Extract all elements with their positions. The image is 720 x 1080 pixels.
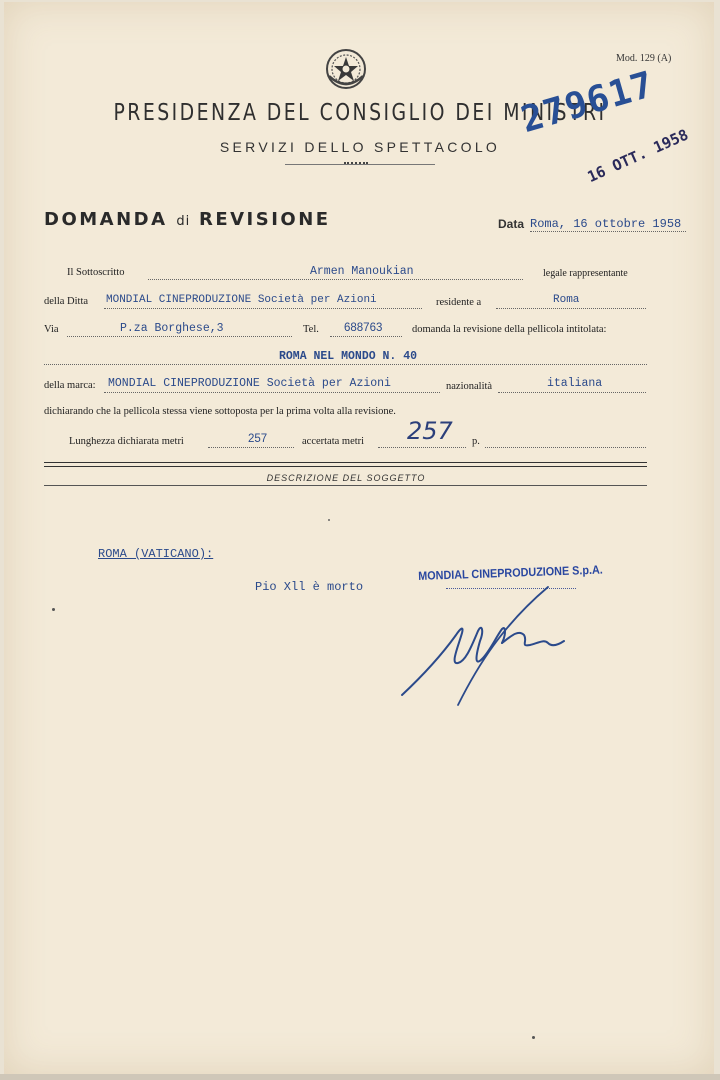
form-heading-di: di [176, 214, 191, 229]
domanda-text: domanda la revisione della pellicola intitolata: [412, 324, 607, 335]
residente-value: Roma [553, 294, 580, 306]
sottoscritto-label: Il Sottoscritto [67, 267, 125, 278]
handwritten-signature-icon [398, 585, 573, 710]
p-label: p. [472, 436, 480, 447]
via-label: Via [44, 324, 59, 335]
form-heading-end: REVISIONE [198, 209, 331, 230]
lunghezza-label: Lunghezza dichiarata metri [69, 436, 184, 447]
protocol-number-stamp: 279617 [516, 64, 659, 141]
accertata-dotted-line [378, 447, 466, 448]
form-heading-main: DOMANDA [44, 209, 168, 230]
paper-speck [532, 1036, 535, 1039]
section-rule-bottom [44, 485, 647, 486]
residente-dotted-line [496, 308, 646, 309]
tel-value: 688763 [344, 322, 383, 334]
section-rule-top [44, 462, 647, 463]
nazionalita-dotted-line [498, 392, 646, 393]
subtitle-rule-ornament [344, 162, 368, 164]
received-date-stamp: 16 OTT. 1958 [584, 125, 692, 186]
lunghezza-value: 257 [248, 433, 268, 445]
dichiarando-text: dichiarando che la pellicola stessa viene sottoposta per la prima volta alla revisione. [44, 406, 396, 417]
marca-label: della marca: [44, 380, 96, 391]
date-label: Data [498, 217, 525, 231]
tel-label: Tel. [303, 324, 319, 335]
descrizione-section-title: ROMA (VATICANO): [98, 547, 214, 561]
ditta-label: della Ditta [44, 296, 89, 307]
paper-speck [328, 519, 330, 521]
marca-value: MONDIAL CINEPRODUZIONE Società per Azioni [108, 377, 391, 390]
tel-dotted-line [330, 336, 402, 337]
section-rule-top-2 [44, 466, 647, 467]
ditta-value: MONDIAL CINEPRODUZIONE Società per Azioni [106, 294, 377, 306]
italian-republic-emblem-icon [323, 46, 369, 92]
form-heading [44, 209, 331, 230]
page-edge [0, 1074, 720, 1080]
accertata-label: accertata metri [302, 436, 365, 447]
p-dotted-line [485, 447, 646, 448]
sottoscritto-dotted-line [148, 279, 523, 280]
ditta-dotted-line [104, 308, 422, 309]
form-code: Mod. 129 (A) [616, 53, 672, 64]
paper-speck [52, 608, 55, 611]
film-title-dotted-line [44, 364, 647, 365]
ministry-title: PRESIDENZA DEL CONSIGLIO DEI MINISTRI [113, 100, 607, 126]
residente-label: residente a [436, 297, 482, 308]
lunghezza-dotted-line [208, 447, 294, 448]
via-value: P.za Borghese,3 [120, 322, 224, 335]
descrizione-body: Pio Xll è morto [255, 580, 364, 594]
nazionalita-label: nazionalità [446, 381, 493, 392]
date-value: Roma, 16 ottobre 1958 [530, 217, 686, 232]
descrizione-heading: DESCRIZIONE DEL SOGGETTO [266, 473, 426, 483]
company-stamp: MONDIAL CINEPRODUZIONE S.p.A. [418, 562, 603, 583]
legale-label: legale rappresentante [543, 268, 628, 279]
marca-dotted-line [104, 392, 440, 393]
film-title-value: ROMA NEL MONDO N. 40 [279, 350, 418, 363]
via-dotted-line [67, 336, 292, 337]
nazionalita-value: italiana [547, 377, 603, 390]
subtitle-rule [285, 164, 435, 165]
sottoscritto-value: Armen Manoukian [310, 265, 414, 278]
accertata-value: 257 [407, 417, 453, 445]
ministry-subtitle: SERVIZI DELLO SPETTACOLO [219, 139, 501, 155]
